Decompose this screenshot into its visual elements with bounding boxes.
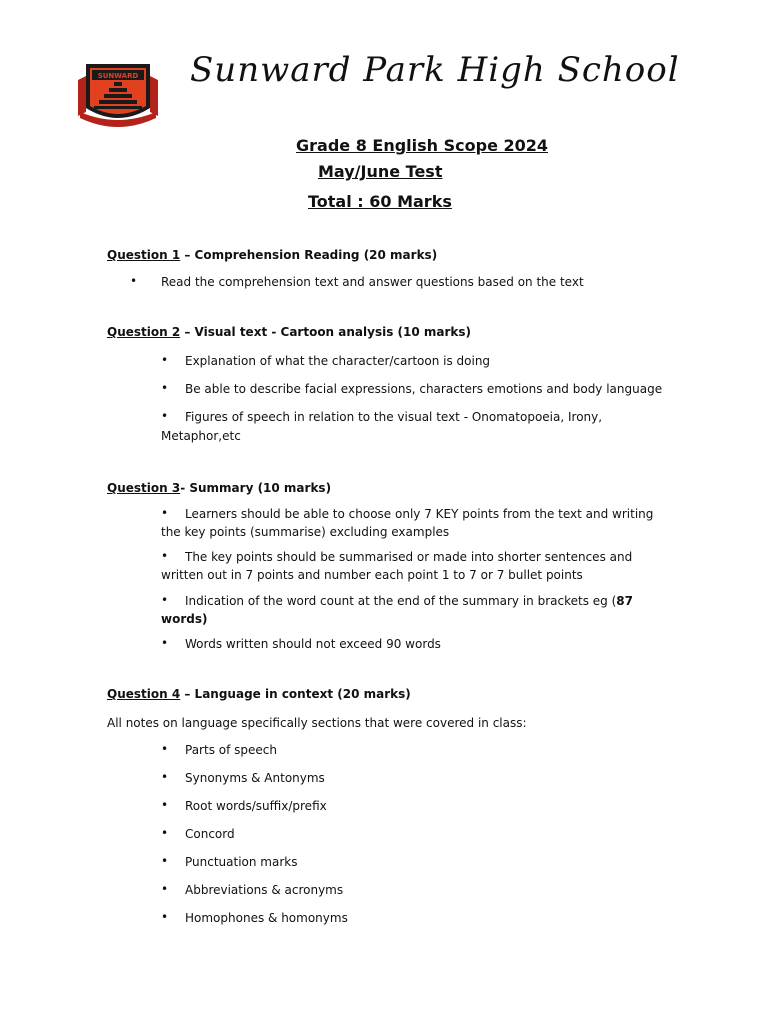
school-crest-logo [76, 62, 160, 134]
test-title: May/June Test [318, 162, 443, 181]
bullet-icon: • [161, 882, 169, 896]
question-4-intro: All notes on language specifically sections that were covered in class: [107, 716, 527, 730]
bullet-icon: • [161, 854, 169, 868]
bullet-icon: • [161, 506, 169, 520]
word-count-example: 87 [616, 594, 633, 608]
school-name: Sunward Park High School [190, 50, 680, 90]
list-item: Explanation of what the character/cartoon is doing [185, 354, 491, 368]
list-item: The key points should be summarised or made into shorter sentences and [185, 550, 633, 564]
list-item: Words written should not exceed 90 words [185, 637, 441, 651]
bullet-icon: • [161, 910, 169, 924]
question-3-title: - Summary (10 marks) [180, 481, 332, 495]
question-4-title: – Language in context (20 marks) [180, 687, 411, 701]
question-3-heading [107, 481, 331, 495]
list-item: Abbreviations & acronyms [185, 883, 344, 897]
list-item: Homophones & homonyms [185, 911, 348, 925]
question-2-title: – Visual text - Cartoon analysis (10 marks) [180, 325, 472, 339]
list-item-continuation: words) [161, 612, 208, 626]
question-1-title: – Comprehension Reading (20 marks) [180, 248, 438, 262]
list-item: Learners should be able to choose only 7 KEY points from the text and writing [185, 507, 654, 521]
bullet-icon: • [161, 826, 169, 840]
question-3-number: Question 3 [107, 481, 181, 495]
question-4-number: Question 4 [107, 687, 181, 701]
list-item: Synonyms & Antonyms [185, 771, 325, 785]
list-item: Be able to describe facial expressions, characters emotions and body language [185, 382, 663, 396]
scope-title: Grade 8 English Scope 2024 [296, 136, 549, 155]
list-item: Punctuation marks [185, 855, 298, 869]
question-2-heading [107, 325, 471, 339]
list-item-continuation: the key points (summarise) excluding examples [161, 525, 450, 539]
question-4-heading [107, 687, 411, 701]
bullet-icon: • [161, 409, 169, 423]
list-item: Parts of speech [185, 743, 277, 757]
word-count-text: Indication of the word count at the end of the summary in brackets eg ( [185, 594, 617, 608]
list-item [185, 592, 633, 610]
bullet-icon: • [161, 593, 169, 607]
list-item-continuation: Metaphor,etc [161, 429, 241, 443]
bullet-icon: • [161, 353, 169, 367]
bullet-icon: • [161, 549, 169, 563]
list-item: Read the comprehension text and answer questions based on the text [161, 275, 584, 289]
bullet-icon: • [161, 798, 169, 812]
question-1-heading [107, 248, 437, 262]
question-1-number: Question 1 [107, 248, 181, 262]
bullet-icon: • [161, 636, 169, 650]
question-2-number: Question 2 [107, 325, 181, 339]
list-item-continuation: written out in 7 points and number each point 1 to 7 or 7 bullet points [161, 568, 583, 582]
total-marks: Total : 60 Marks [308, 192, 452, 211]
svg-text:SUNWARD: SUNWARD [97, 72, 139, 80]
list-item: Root words/suffix/prefix [185, 799, 327, 813]
bullet-icon: • [161, 742, 169, 756]
bullet-icon: • [161, 381, 169, 395]
list-item: Concord [185, 827, 235, 841]
bullet-icon: • [161, 770, 169, 784]
bullet-icon: • [130, 274, 138, 288]
list-item: Figures of speech in relation to the visual text - Onomatopoeia, Irony, [185, 410, 603, 424]
